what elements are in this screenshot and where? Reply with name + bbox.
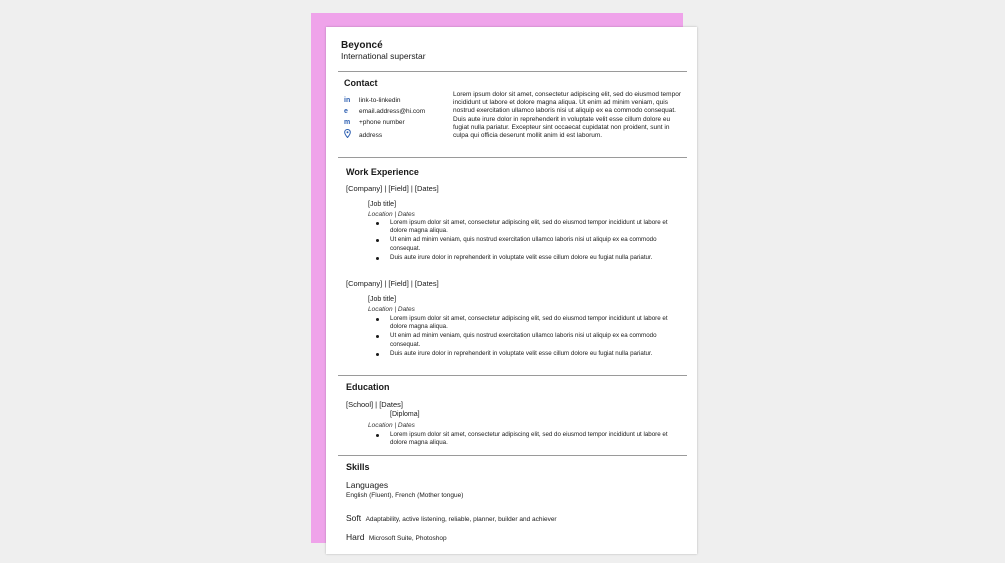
education-school: [School] | [Dates] <box>346 400 403 409</box>
list-item: Lorem ipsum dolor sit amet, consectetur adipiscing elit, sed do eiusmod tempor incididunt ut labore et dolore magna aliqua. <box>368 431 680 447</box>
work-bullets-2 <box>368 315 680 359</box>
work-company-2: [Company] | [Field] | [Dates] <box>346 279 439 288</box>
skills-soft-label: Soft <box>346 513 362 523</box>
education-heading: Education <box>346 382 390 392</box>
skills-languages-value: English (Fluent), French (Mother tongue) <box>346 492 464 499</box>
list-item: Ut enim ad minim veniam, quis nostrud exercitation ullamco laboris nisi ut aliquip ex ea commodo consequat. <box>368 236 680 252</box>
skills-hard-label: Hard <box>346 532 365 542</box>
resume-page <box>326 27 697 554</box>
work-company-1: [Company] | [Field] | [Dates] <box>346 184 439 193</box>
resume-subtitle: International superstar <box>341 51 426 61</box>
contact-address <box>344 129 382 139</box>
divider <box>338 375 687 376</box>
linkedin-icon: in <box>344 97 351 104</box>
contact-heading: Contact <box>344 78 378 88</box>
resume-name: Beyoncé <box>341 40 383 51</box>
contact-phone-text: +phone number <box>359 119 405 126</box>
contact-linkedin-text: link-to-linkedin <box>359 97 401 104</box>
work-jobtitle-2: [Job title] <box>368 296 397 303</box>
mobile-icon: m <box>344 119 351 126</box>
skills-hard-row <box>346 527 447 545</box>
list-item: Lorem ipsum dolor sit amet, consectetur adipiscing elit, sed do eiusmod tempor incididunt ut labore et dolore magna aliqua. <box>368 315 680 331</box>
location-pin-icon <box>344 129 359 142</box>
divider <box>338 157 687 158</box>
work-jobtitle-1: [Job title] <box>368 201 397 208</box>
contact-phone <box>344 118 405 128</box>
divider <box>338 455 687 456</box>
work-heading: Work Experience <box>346 167 419 177</box>
contact-email <box>344 107 425 117</box>
list-item: Duis aute irure dolor in reprehenderit in voluptate velit esse cillum dolore eu fugiat nulla pariatur. <box>368 350 680 358</box>
contact-address-text: address <box>359 132 383 140</box>
skills-hard-value: Microsoft Suite, Photoshop <box>368 535 447 542</box>
education-diploma: [Diploma] <box>390 411 420 418</box>
contact-email-text: email.address@hi.com <box>359 108 426 115</box>
list-item: Duis aute irure dolor in reprehenderit in voluptate velit esse cillum dolore eu fugiat nulla pariatur. <box>368 254 680 262</box>
skills-soft-row <box>346 508 557 526</box>
skills-soft-value: Adaptability, active listening, reliable, planner, builder and achiever <box>365 516 557 523</box>
work-location-2: Location | Dates <box>368 306 415 313</box>
skills-languages-label: Languages <box>346 480 389 490</box>
work-location-1: Location | Dates <box>368 211 415 218</box>
list-item: Lorem ipsum dolor sit amet, consectetur adipiscing elit, sed do eiusmod tempor incididunt ut labore et dolore magna aliqua. <box>368 219 680 235</box>
email-icon: e <box>344 108 348 115</box>
education-location: Location | Dates <box>368 422 415 429</box>
list-item: Ut enim ad minim veniam, quis nostrud exercitation ullamco laboris nisi ut aliquip ex ea commodo consequat. <box>368 332 680 348</box>
divider <box>338 71 687 72</box>
contact-summary: Lorem ipsum dolor sit amet, consectetur adipiscing elit, sed do eiusmod tempor incididunt ut labore et dolore magna aliqua. Ut enim ad minim veniam, quis nostrud exercitation ullamco laboris nisi ut aliquip ex ea commodo consequat. Duis aute irure dolor in reprehenderit in voluptate velit esse cillum dolore eu fugiat nulla pariatur. Excepteur sint occaecat cupidatat non proident, sunt in culpa qui officia deserunt mollit anim id est laborum. <box>453 91 681 140</box>
skills-heading: Skills <box>346 462 370 472</box>
education-bullets <box>368 431 680 448</box>
work-bullets-1 <box>368 219 680 263</box>
contact-linkedin <box>344 96 401 106</box>
